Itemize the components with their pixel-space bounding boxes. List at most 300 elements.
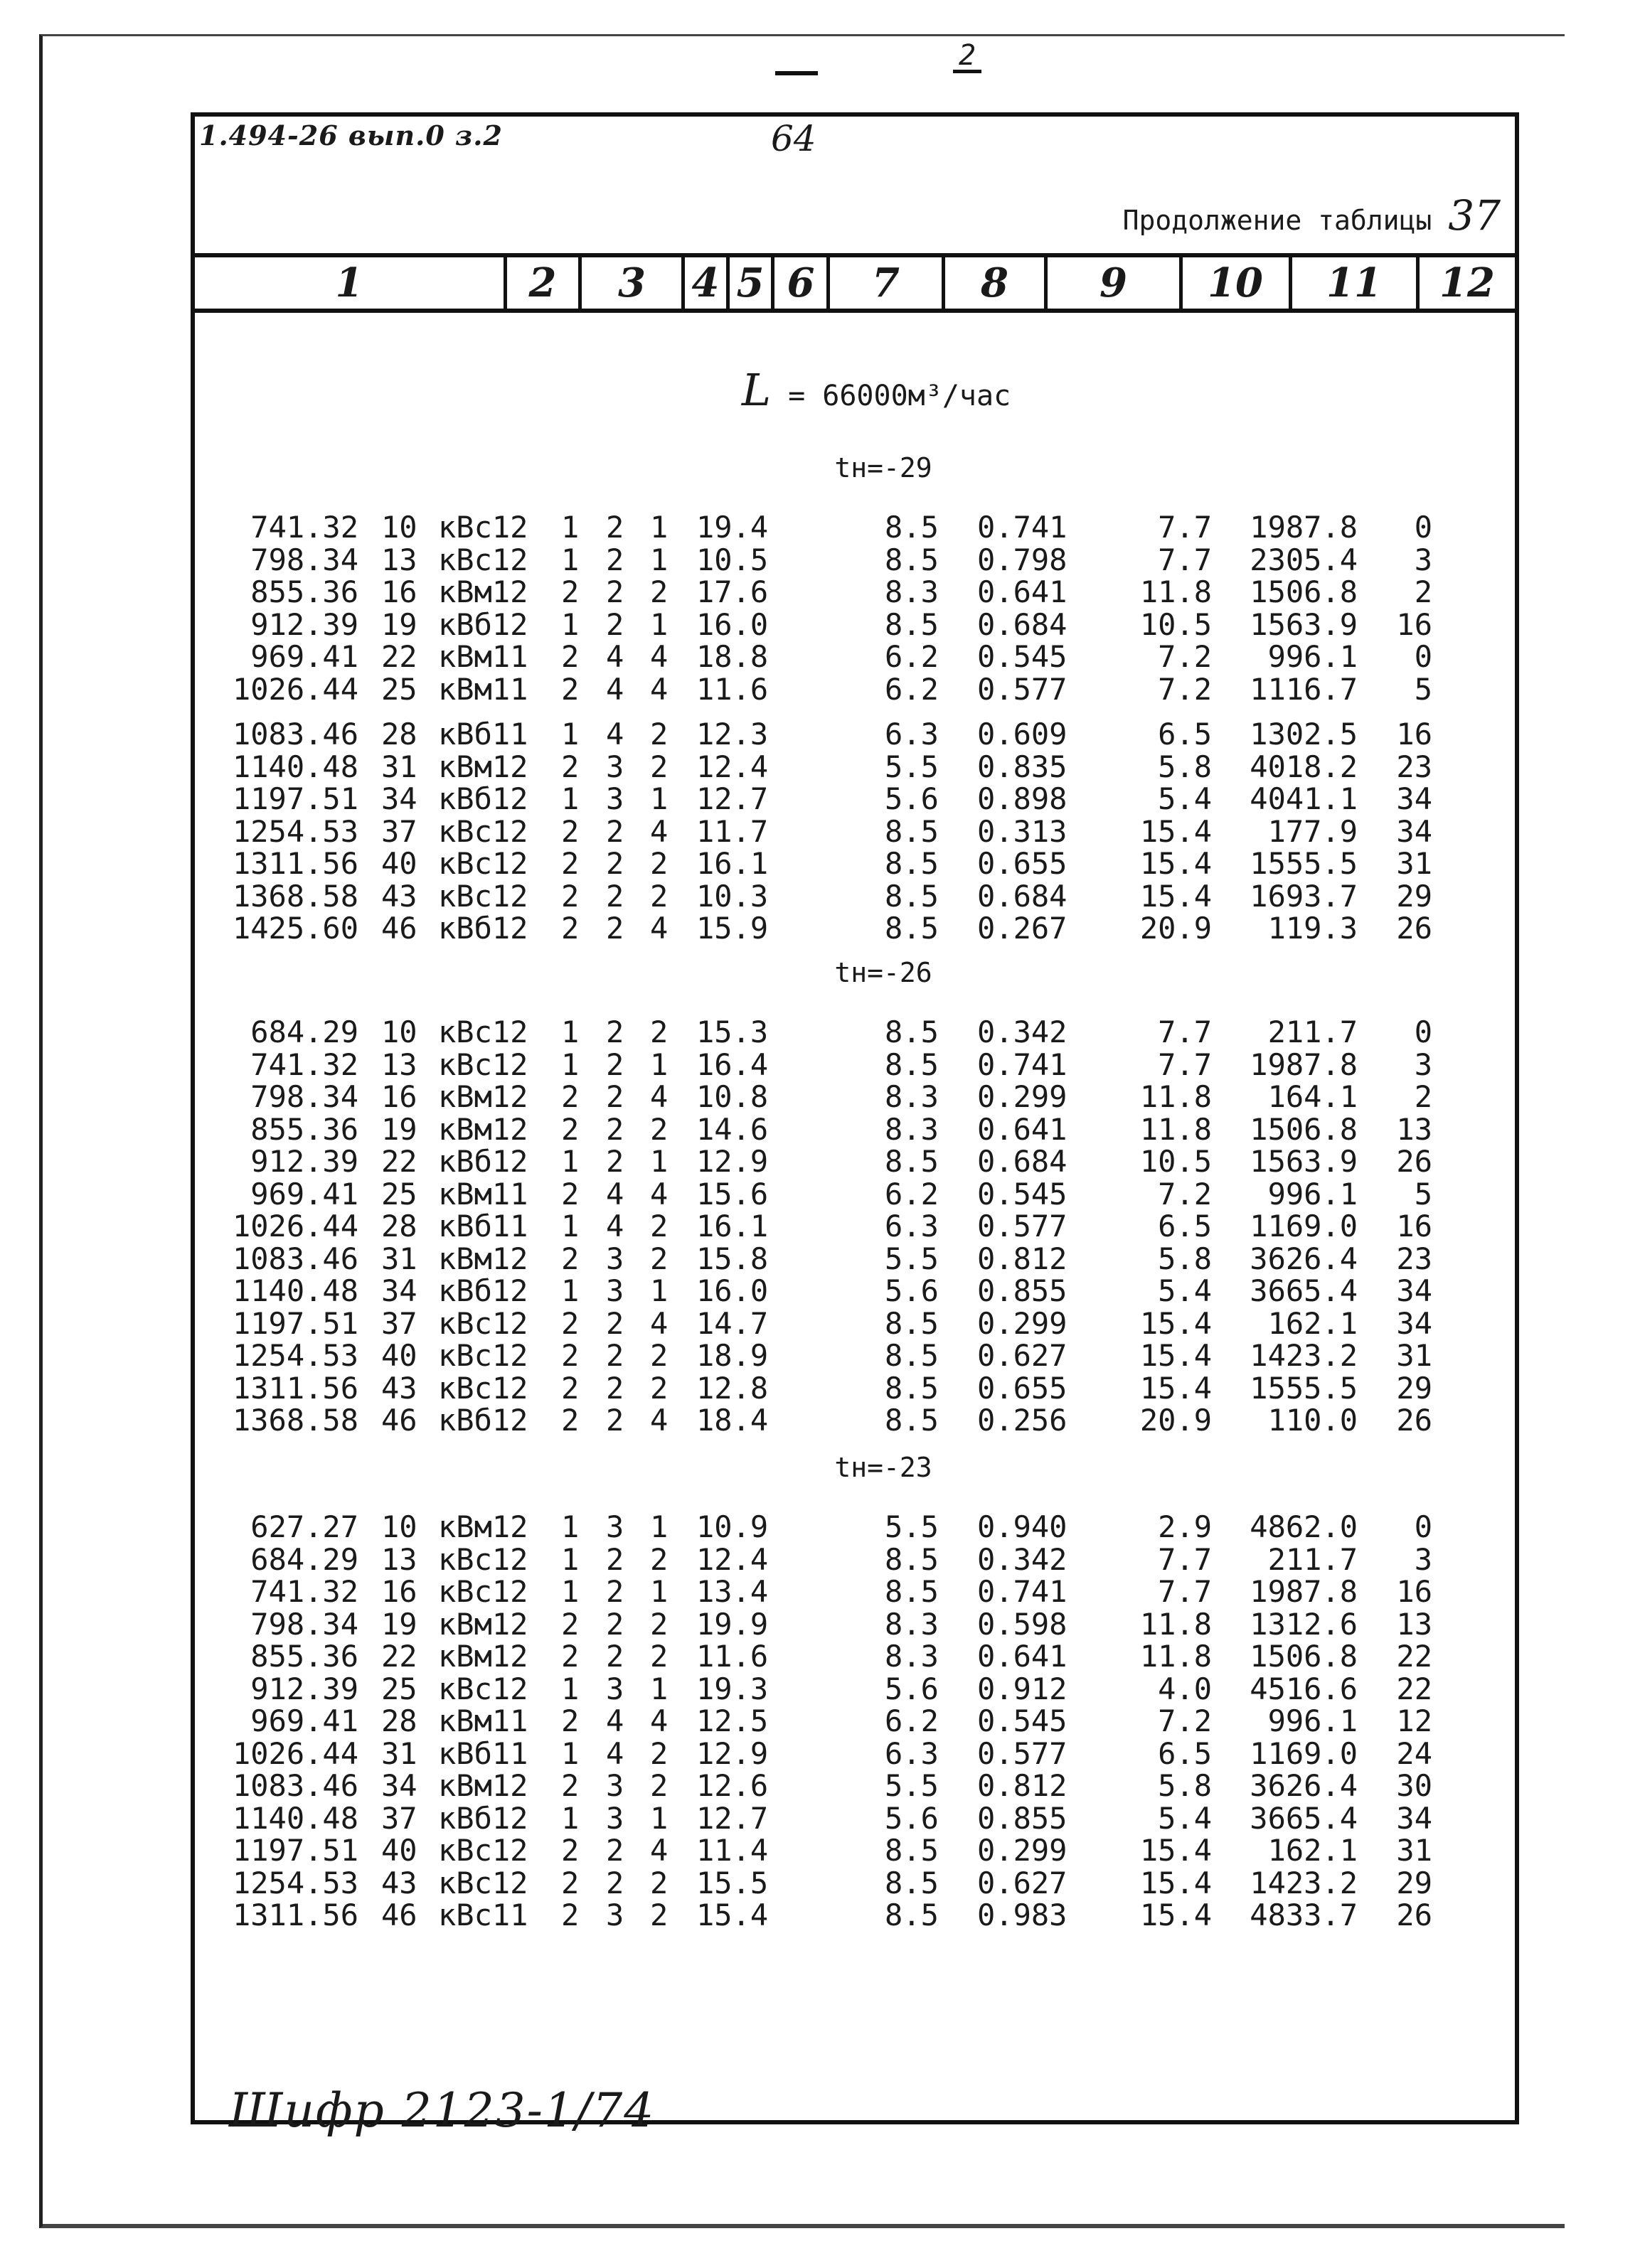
cell-col-3: кВб12 [438, 1273, 528, 1308]
column-header-4: 4 [685, 257, 730, 309]
sheet-page-number: 64 [771, 118, 816, 159]
cell-col-7: 10.3 [696, 879, 769, 914]
cell-col-7: 11.4 [696, 1833, 769, 1868]
cell-col-1: 855.36 [250, 574, 358, 609]
cell-col-6: 1 [650, 1144, 669, 1179]
cell-col-3: кВб11 [438, 1736, 528, 1771]
cell-col-7: 15.4 [696, 1898, 769, 1932]
cell-col-11: 3626.4 [1250, 1768, 1358, 1803]
cell-col-7: 11.7 [696, 814, 769, 849]
cell-col-7: 12.4 [696, 1542, 769, 1577]
continuation-label: Продолжение таблицы [1122, 205, 1432, 236]
cell-col-11: 119.3 [1267, 911, 1358, 946]
cell-col-7: 12.9 [696, 1736, 769, 1771]
cell-col-2: 37 [381, 1801, 417, 1836]
cell-col-12: 29 [1396, 1866, 1432, 1900]
cell-col-5: 3 [606, 1801, 624, 1836]
cell-col-8: 6.3 [885, 717, 939, 751]
cell-col-12: 29 [1396, 1371, 1432, 1406]
cell-col-1: 1254.53 [232, 814, 358, 849]
cell-col-4: 1 [561, 1015, 580, 1049]
cell-col-11: 996.1 [1267, 1703, 1358, 1738]
cell-col-5: 2 [606, 1144, 624, 1179]
cell-col-7: 16.0 [696, 607, 769, 642]
cell-col-11: 1169.0 [1250, 1736, 1358, 1771]
cell-col-9: 0.545 [977, 1177, 1067, 1211]
cell-col-11: 4041.1 [1250, 781, 1358, 816]
cell-col-8: 8.5 [885, 1898, 939, 1932]
cell-col-9: 0.684 [977, 879, 1067, 914]
cell-col-6: 2 [650, 1898, 669, 1932]
cell-col-2: 37 [381, 814, 417, 849]
cell-col-12: 16 [1396, 1574, 1432, 1609]
cell-col-4: 1 [561, 1542, 580, 1577]
cell-col-9: 0.741 [977, 510, 1067, 545]
cell-col-9: 0.299 [977, 1833, 1067, 1868]
cell-col-10: 5.8 [1158, 749, 1212, 784]
cell-col-1: 969.41 [250, 1703, 358, 1738]
cell-col-4: 2 [561, 1079, 580, 1114]
cell-col-1: 741.32 [250, 1574, 358, 1609]
table-row [195, 1308, 1515, 1339]
table-row [195, 1017, 1515, 1048]
column-header-8: 8 [945, 257, 1048, 309]
cell-col-5: 3 [606, 1898, 624, 1932]
cell-col-5: 2 [606, 1639, 624, 1674]
cell-col-5: 2 [606, 1866, 624, 1900]
cell-col-4: 2 [561, 846, 580, 881]
cell-col-2: 37 [381, 1306, 417, 1341]
cell-col-3: кВс12 [438, 1542, 528, 1577]
cell-col-12: 23 [1396, 749, 1432, 784]
table-row [195, 574, 1515, 609]
cell-col-4: 2 [561, 1338, 580, 1373]
cell-col-7: 12.9 [696, 1144, 769, 1179]
cell-col-6: 4 [650, 814, 669, 849]
cell-col-6: 1 [650, 510, 669, 545]
table-row [195, 1340, 1515, 1371]
cell-col-4: 2 [561, 814, 580, 849]
cell-col-8: 8.5 [885, 542, 939, 577]
cell-col-3: кВб12 [438, 1403, 528, 1438]
cell-col-9: 0.598 [977, 1607, 1067, 1642]
cell-col-8: 8.5 [885, 1015, 939, 1049]
cell-col-10: 15.4 [1139, 1338, 1212, 1373]
column-header-1: 1 [195, 257, 507, 309]
cell-col-1: 1083.46 [232, 1241, 358, 1276]
cell-col-7: 15.8 [696, 1241, 769, 1276]
cell-col-5: 2 [606, 1306, 624, 1341]
cell-col-12: 24 [1396, 1736, 1432, 1771]
cell-col-7: 11.6 [696, 672, 769, 707]
cell-col-3: кВс11 [438, 1898, 528, 1932]
cell-col-7: 16.0 [696, 1273, 769, 1308]
cell-col-11: 1555.5 [1250, 846, 1358, 881]
cell-col-11: 4833.7 [1250, 1898, 1358, 1932]
cell-col-7: 12.7 [696, 1801, 769, 1836]
cell-col-11: 1302.5 [1250, 717, 1358, 751]
column-header-row [195, 253, 1515, 313]
cell-col-6: 2 [650, 717, 669, 751]
table-row [195, 542, 1515, 577]
cell-col-6: 4 [650, 1703, 669, 1738]
cell-col-4: 1 [561, 607, 580, 642]
cell-col-4: 2 [561, 1639, 580, 1674]
cell-col-3: кВс12 [438, 814, 528, 849]
cell-col-2: 34 [381, 781, 417, 816]
cell-col-10: 15.4 [1139, 1898, 1212, 1932]
cell-col-6: 1 [650, 542, 669, 577]
cell-col-3: кВм12 [438, 1079, 528, 1114]
cell-col-5: 3 [606, 1671, 624, 1706]
cell-col-11: 1423.2 [1250, 1338, 1358, 1373]
cell-col-1: 912.39 [250, 607, 358, 642]
cell-col-10: 5.4 [1158, 781, 1212, 816]
table-row [195, 609, 1515, 641]
cell-col-10: 7.7 [1158, 1015, 1212, 1049]
table-row [195, 881, 1515, 912]
cell-col-12: 2 [1414, 574, 1432, 609]
cell-col-1: 1368.58 [232, 1403, 358, 1438]
cell-col-6: 2 [650, 1371, 669, 1406]
cell-col-10: 4.0 [1158, 1671, 1212, 1706]
cell-col-2: 19 [381, 1112, 417, 1147]
cell-col-11: 162.1 [1267, 1306, 1358, 1341]
cell-col-6: 2 [650, 846, 669, 881]
cell-col-10: 20.9 [1139, 1403, 1212, 1438]
cell-col-1: 1197.51 [232, 1833, 358, 1868]
cell-col-7: 14.6 [696, 1112, 769, 1147]
cell-col-1: 855.36 [250, 1112, 358, 1147]
cell-col-11: 2305.4 [1250, 542, 1358, 577]
cell-col-7: 18.8 [696, 639, 769, 674]
cell-col-9: 0.655 [977, 846, 1067, 881]
cell-col-10: 15.4 [1139, 1371, 1212, 1406]
cell-col-11: 1506.8 [1250, 1112, 1358, 1147]
cell-col-5: 2 [606, 1079, 624, 1114]
cell-col-8: 8.5 [885, 607, 939, 642]
cell-col-3: кВм12 [438, 1241, 528, 1276]
cell-col-3: кВм12 [438, 574, 528, 609]
cell-col-8: 8.5 [885, 1371, 939, 1406]
cell-col-8: 6.3 [885, 1209, 939, 1243]
cell-col-9: 0.741 [977, 1047, 1067, 1082]
cell-col-2: 13 [381, 1542, 417, 1577]
cell-col-2: 46 [381, 1403, 417, 1438]
flow-symbol: L [741, 364, 771, 416]
cell-col-6: 1 [650, 1801, 669, 1836]
cell-col-3: кВб11 [438, 717, 528, 751]
table-row [195, 1211, 1515, 1242]
cell-col-4: 2 [561, 879, 580, 914]
cell-col-10: 7.7 [1158, 542, 1212, 577]
cell-col-12: 26 [1396, 1898, 1432, 1932]
cell-col-4: 1 [561, 1209, 580, 1243]
cell-col-3: кВс12 [438, 542, 528, 577]
cell-col-10: 11.8 [1139, 1079, 1212, 1114]
cell-col-9: 0.940 [977, 1509, 1067, 1544]
cell-col-5: 2 [606, 911, 624, 946]
cell-col-9: 0.855 [977, 1273, 1067, 1308]
cell-col-7: 12.6 [696, 1768, 769, 1803]
cell-col-9: 0.627 [977, 1338, 1067, 1373]
cell-col-1: 969.41 [250, 639, 358, 674]
cell-col-5: 2 [606, 1371, 624, 1406]
cell-col-7: 12.3 [696, 717, 769, 751]
cell-col-6: 2 [650, 1241, 669, 1276]
cell-col-1: 1311.56 [232, 1371, 358, 1406]
cell-col-12: 34 [1396, 814, 1432, 849]
cell-col-12: 13 [1396, 1112, 1432, 1147]
cell-col-4: 2 [561, 1898, 580, 1932]
cell-col-8: 5.5 [885, 1241, 939, 1276]
cell-col-6: 1 [650, 1671, 669, 1706]
cell-col-8: 8.5 [885, 879, 939, 914]
cell-col-12: 16 [1396, 717, 1432, 751]
cell-col-4: 2 [561, 1403, 580, 1438]
cell-col-10: 15.4 [1139, 814, 1212, 849]
cell-col-7: 15.5 [696, 1866, 769, 1900]
cell-col-12: 34 [1396, 781, 1432, 816]
cell-col-8: 5.5 [885, 749, 939, 784]
cell-col-7: 17.6 [696, 574, 769, 609]
cell-col-4: 1 [561, 1801, 580, 1836]
cell-col-3: кВс12 [438, 1306, 528, 1341]
column-header-9: 9 [1048, 257, 1183, 309]
cell-col-11: 211.7 [1267, 1542, 1358, 1577]
cell-col-2: 22 [381, 1144, 417, 1179]
table-number: 37 [1448, 191, 1501, 240]
cell-col-10: 5.8 [1158, 1241, 1212, 1276]
cell-col-2: 34 [381, 1273, 417, 1308]
cell-col-3: кВм11 [438, 1177, 528, 1211]
cell-col-11: 1506.8 [1250, 574, 1358, 609]
table-row [195, 1114, 1515, 1145]
cell-col-10: 10.5 [1139, 607, 1212, 642]
cell-col-10: 7.7 [1158, 1574, 1212, 1609]
cell-col-1: 1311.56 [232, 846, 358, 881]
cell-col-9: 0.313 [977, 814, 1067, 849]
cell-col-8: 8.3 [885, 1607, 939, 1642]
cell-col-1: 1140.48 [232, 749, 358, 784]
cell-col-4: 1 [561, 717, 580, 751]
cell-col-11: 4862.0 [1250, 1509, 1358, 1544]
cell-col-5: 4 [606, 1209, 624, 1243]
cell-col-1: 1083.46 [232, 717, 358, 751]
cell-col-2: 31 [381, 1241, 417, 1276]
cell-col-7: 15.6 [696, 1177, 769, 1211]
cell-col-8: 6.2 [885, 1703, 939, 1738]
cell-col-2: 25 [381, 1671, 417, 1706]
cell-col-3: кВс12 [438, 1833, 528, 1868]
cell-col-6: 1 [650, 607, 669, 642]
cell-col-1: 741.32 [250, 1047, 358, 1082]
cell-col-7: 12.8 [696, 1371, 769, 1406]
cell-col-1: 684.29 [250, 1542, 358, 1577]
cell-col-5: 2 [606, 542, 624, 577]
cell-col-6: 1 [650, 1273, 669, 1308]
cell-col-5: 4 [606, 639, 624, 674]
cell-col-4: 2 [561, 1866, 580, 1900]
cell-col-5: 2 [606, 1403, 624, 1438]
cell-col-4: 1 [561, 1144, 580, 1179]
cell-col-2: 34 [381, 1768, 417, 1803]
section-title: tн=-26 [834, 957, 932, 988]
cell-col-9: 0.256 [977, 1403, 1067, 1438]
cell-col-10: 2.9 [1158, 1509, 1212, 1544]
table-row [195, 1146, 1515, 1177]
cell-col-3: кВм11 [438, 1703, 528, 1738]
cell-col-2: 19 [381, 1607, 417, 1642]
cell-col-11: 1312.6 [1250, 1607, 1358, 1642]
cell-col-7: 10.9 [696, 1509, 769, 1544]
cell-col-9: 0.577 [977, 1209, 1067, 1243]
table-row [195, 913, 1515, 944]
cell-col-4: 1 [561, 1736, 580, 1771]
cell-col-8: 8.3 [885, 1112, 939, 1147]
cell-col-1: 741.32 [250, 510, 358, 545]
cell-col-10: 7.2 [1158, 672, 1212, 707]
cell-col-2: 40 [381, 846, 417, 881]
cell-col-2: 43 [381, 879, 417, 914]
cell-col-6: 2 [650, 1607, 669, 1642]
table-row [195, 641, 1515, 673]
cell-col-3: кВс12 [438, 1671, 528, 1706]
cell-col-1: 912.39 [250, 1144, 358, 1179]
cell-col-7: 14.7 [696, 1306, 769, 1341]
cell-col-8: 6.3 [885, 1736, 939, 1771]
cipher-note: Шифр 2123-1/74 [229, 2083, 656, 2138]
cell-col-2: 43 [381, 1866, 417, 1900]
cell-col-10: 15.4 [1139, 1833, 1212, 1868]
cell-col-1: 798.34 [250, 1607, 358, 1642]
cell-col-12: 0 [1414, 1509, 1432, 1544]
table-row [195, 1049, 1515, 1081]
cell-col-4: 2 [561, 574, 580, 609]
flow-equals: = [788, 380, 806, 412]
cell-col-11: 4516.6 [1250, 1671, 1358, 1706]
cell-col-11: 1693.7 [1250, 879, 1358, 914]
cell-col-8: 8.5 [885, 1338, 939, 1373]
cell-col-11: 162.1 [1267, 1833, 1358, 1868]
cell-col-5: 2 [606, 1015, 624, 1049]
cell-col-2: 25 [381, 672, 417, 707]
cell-col-5: 2 [606, 846, 624, 881]
cell-col-6: 1 [650, 1509, 669, 1544]
cell-col-3: кВм12 [438, 1607, 528, 1642]
cell-col-2: 22 [381, 1639, 417, 1674]
cell-col-6: 4 [650, 1079, 669, 1114]
cell-col-5: 2 [606, 510, 624, 545]
cell-col-10: 7.7 [1158, 1542, 1212, 1577]
cell-col-2: 28 [381, 1703, 417, 1738]
cell-col-8: 5.6 [885, 781, 939, 816]
cell-col-8: 5.6 [885, 1671, 939, 1706]
cell-col-12: 13 [1396, 1607, 1432, 1642]
cell-col-12: 16 [1396, 607, 1432, 642]
cell-col-2: 10 [381, 1015, 417, 1049]
cell-col-11: 1169.0 [1250, 1209, 1358, 1243]
cell-col-10: 10.5 [1139, 1144, 1212, 1179]
cell-col-12: 30 [1396, 1768, 1432, 1803]
cell-col-10: 15.4 [1139, 879, 1212, 914]
cell-col-12: 22 [1396, 1671, 1432, 1706]
cell-col-6: 1 [650, 1574, 669, 1609]
cell-col-12: 3 [1414, 1542, 1432, 1577]
cell-col-5: 2 [606, 1574, 624, 1609]
cell-col-9: 0.741 [977, 1574, 1067, 1609]
table-row [195, 783, 1515, 815]
cell-col-12: 3 [1414, 1047, 1432, 1082]
cell-col-1: 684.29 [250, 1015, 358, 1049]
cell-col-9: 0.655 [977, 1371, 1067, 1406]
cell-col-5: 4 [606, 1736, 624, 1771]
table-row [195, 719, 1515, 750]
cell-col-3: кВм11 [438, 639, 528, 674]
cell-col-12: 26 [1396, 1144, 1432, 1179]
cell-col-7: 18.4 [696, 1403, 769, 1438]
cell-col-3: кВс12 [438, 1574, 528, 1609]
cell-col-3: кВб12 [438, 1144, 528, 1179]
cell-col-8: 8.5 [885, 510, 939, 545]
cell-col-9: 0.983 [977, 1898, 1067, 1932]
cell-col-12: 12 [1396, 1703, 1432, 1738]
cell-col-9: 0.577 [977, 672, 1067, 707]
cell-col-2: 10 [381, 1509, 417, 1544]
cell-col-5: 3 [606, 1768, 624, 1803]
bottom-rule [43, 2224, 1565, 2226]
cell-col-6: 4 [650, 1403, 669, 1438]
cell-col-5: 2 [606, 1112, 624, 1147]
cell-col-11: 1987.8 [1250, 510, 1358, 545]
cell-col-2: 16 [381, 1574, 417, 1609]
cell-col-7: 19.9 [696, 1607, 769, 1642]
cell-col-12: 34 [1396, 1306, 1432, 1341]
cell-col-10: 15.4 [1139, 846, 1212, 881]
cell-col-5: 3 [606, 1241, 624, 1276]
cell-col-7: 12.4 [696, 749, 769, 784]
cell-col-1: 1197.51 [232, 1306, 358, 1341]
cell-col-12: 26 [1396, 1403, 1432, 1438]
cell-col-2: 25 [381, 1177, 417, 1211]
cell-col-7: 19.4 [696, 510, 769, 545]
cell-col-8: 8.5 [885, 1306, 939, 1341]
cell-col-1: 798.34 [250, 1079, 358, 1114]
cell-col-3: кВс12 [438, 1338, 528, 1373]
cell-col-3: кВс12 [438, 1015, 528, 1049]
cell-col-4: 2 [561, 1177, 580, 1211]
table-row [195, 816, 1515, 847]
cell-col-10: 7.2 [1158, 1177, 1212, 1211]
cell-col-8: 5.5 [885, 1768, 939, 1803]
cell-col-2: 31 [381, 1736, 417, 1771]
cell-col-5: 2 [606, 1607, 624, 1642]
cell-col-6: 2 [650, 1338, 669, 1373]
cell-col-11: 177.9 [1267, 814, 1358, 849]
cell-col-12: 2 [1414, 1079, 1432, 1114]
top-dash [775, 71, 818, 75]
cell-col-9: 0.609 [977, 717, 1067, 751]
cell-col-9: 0.299 [977, 1079, 1067, 1114]
table-row [195, 1803, 1515, 1834]
cell-col-8: 8.5 [885, 1574, 939, 1609]
cell-col-6: 2 [650, 1768, 669, 1803]
cell-col-3: кВб12 [438, 781, 528, 816]
cell-col-12: 29 [1396, 879, 1432, 914]
cell-col-4: 1 [561, 510, 580, 545]
cell-col-6: 4 [650, 911, 669, 946]
cell-col-8: 8.5 [885, 911, 939, 946]
